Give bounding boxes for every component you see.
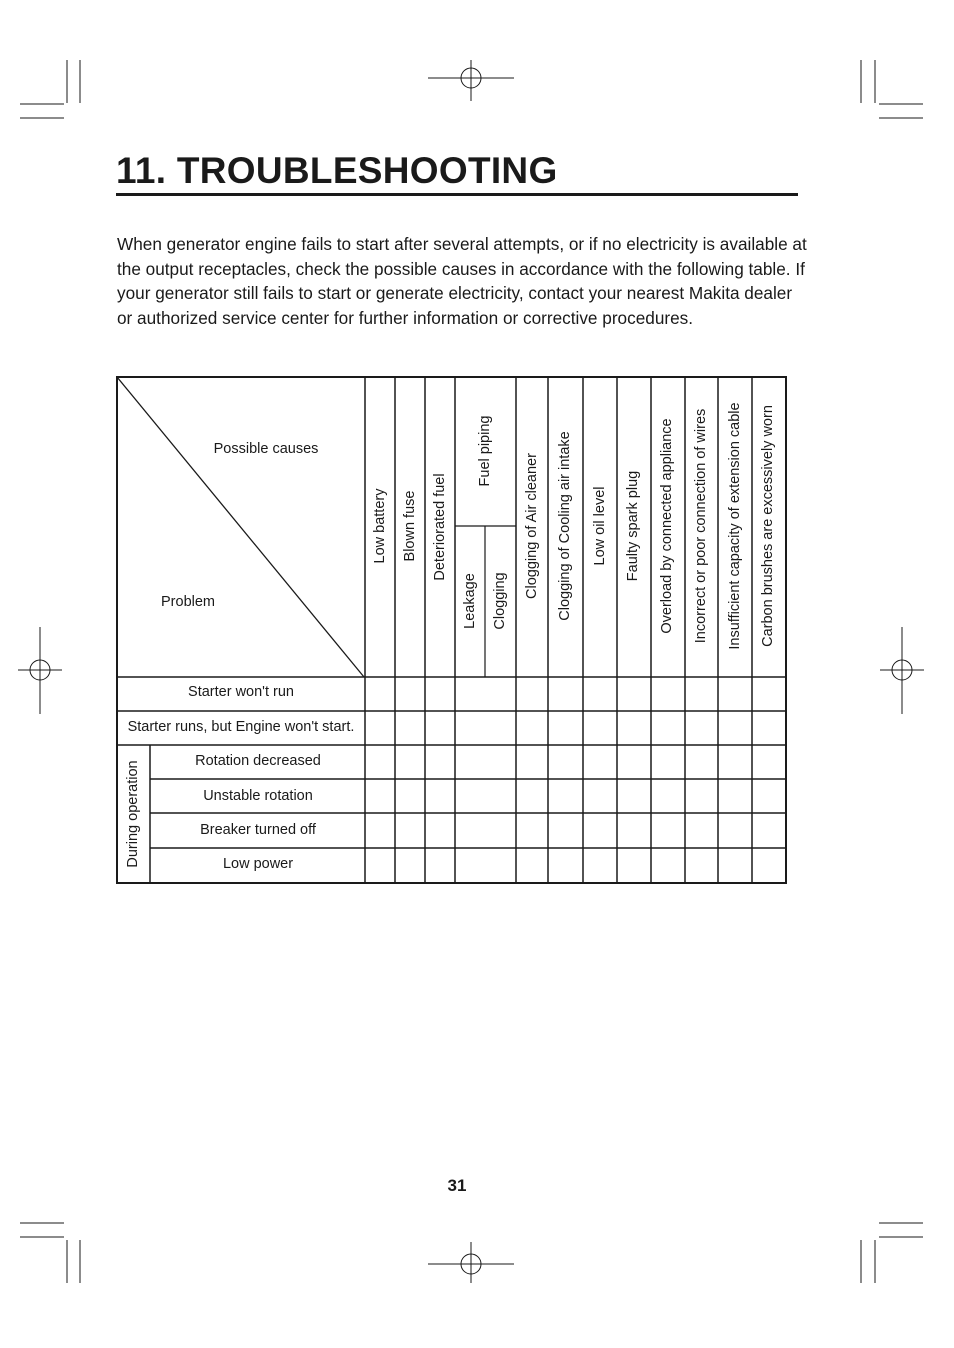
possible-causes-label: Possible causes xyxy=(213,441,319,457)
cause-cooling-air-intake: Clogging of Cooling air intake xyxy=(557,431,573,621)
problem-unstable-rotation: Unstable rotation xyxy=(203,788,313,804)
problem-breaker-turned-off: Breaker turned off xyxy=(200,822,316,838)
cause-air-cleaner: Clogging of Air cleaner xyxy=(524,453,540,599)
intro-paragraph: When generator engine fails to start after several attempts, or if no electricity is available at the output receptacles, check the possible causes in accordance with the following table. If your generator still fails to start or generate electricity, contact your nearest Makita dealer or authorized service center for further information or corrective procedures. xyxy=(117,234,807,328)
cause-blown-fuse: Blown fuse xyxy=(402,490,418,562)
problem-label: Problem xyxy=(161,594,215,610)
cause-low-battery: Low battery xyxy=(372,488,388,564)
cause-faulty-spark-plug: Faulty spark plug xyxy=(625,470,641,582)
cause-extension-cable: Insufficient capacity of extension cable xyxy=(727,402,743,650)
cause-clogging: Clogging xyxy=(492,572,508,630)
cause-low-oil-level: Low oil level xyxy=(592,486,608,566)
cause-wire-connection: Incorrect or poor connection of wires xyxy=(693,408,709,644)
problem-low-power: Low power xyxy=(222,856,294,872)
cause-carbon-brushes: Carbon brushes are excessively worn xyxy=(760,405,776,647)
during-operation-label: During operation xyxy=(125,760,141,868)
cause-leakage: Leakage xyxy=(462,573,478,629)
page-title: 11. TROUBLESHOOTING xyxy=(116,150,558,191)
cause-fuel-piping: Fuel piping xyxy=(477,415,493,487)
problem-starter-wont-run: Starter won't run xyxy=(188,684,294,700)
cause-deteriorated-fuel: Deteriorated fuel xyxy=(432,473,448,581)
problem-rotation-decreased: Rotation decreased xyxy=(195,753,321,769)
cause-overload: Overload by connected appliance xyxy=(659,418,675,634)
problem-engine-wont-start: Starter runs, but Engine won't start. xyxy=(127,719,355,735)
page-number: 31 xyxy=(447,1176,467,1195)
